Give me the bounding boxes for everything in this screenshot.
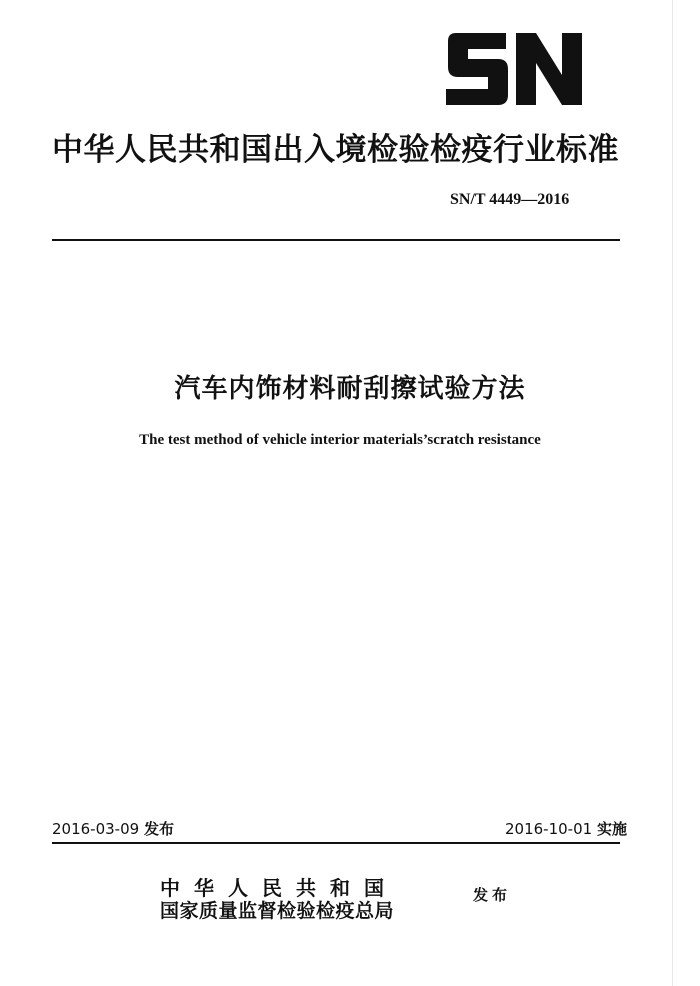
page-edge-line bbox=[672, 0, 673, 986]
organization-standard-title: 中华人民共和国出入境检验检疫行业标准 bbox=[52, 132, 619, 168]
effective-label: 实施 bbox=[596, 820, 627, 838]
effective-date: 2016-10-01 bbox=[505, 820, 593, 838]
issuer-line-1: 中华人民共和国 bbox=[160, 876, 398, 900]
issuer-line-2: 国家质量监督检验检疫总局 bbox=[160, 900, 395, 922]
issue-label: 发布 bbox=[143, 820, 174, 838]
sn-logo bbox=[444, 33, 584, 105]
top-divider bbox=[52, 239, 620, 241]
issue-date-block bbox=[52, 818, 174, 839]
issue-date: 2016-03-09 bbox=[52, 820, 140, 838]
document-title-chinese: 汽车内饰材料耐刮擦试验方法 bbox=[174, 374, 526, 404]
bottom-divider bbox=[52, 842, 620, 844]
issuer-publish-label: 发布 bbox=[473, 886, 512, 904]
standard-code: SN/T 4449—2016 bbox=[450, 191, 570, 208]
effective-date-block bbox=[505, 818, 627, 839]
sn-logo-graphic bbox=[444, 33, 584, 105]
document-title-english: The test method of vehicle interior materials’scratch resistance bbox=[139, 432, 541, 448]
